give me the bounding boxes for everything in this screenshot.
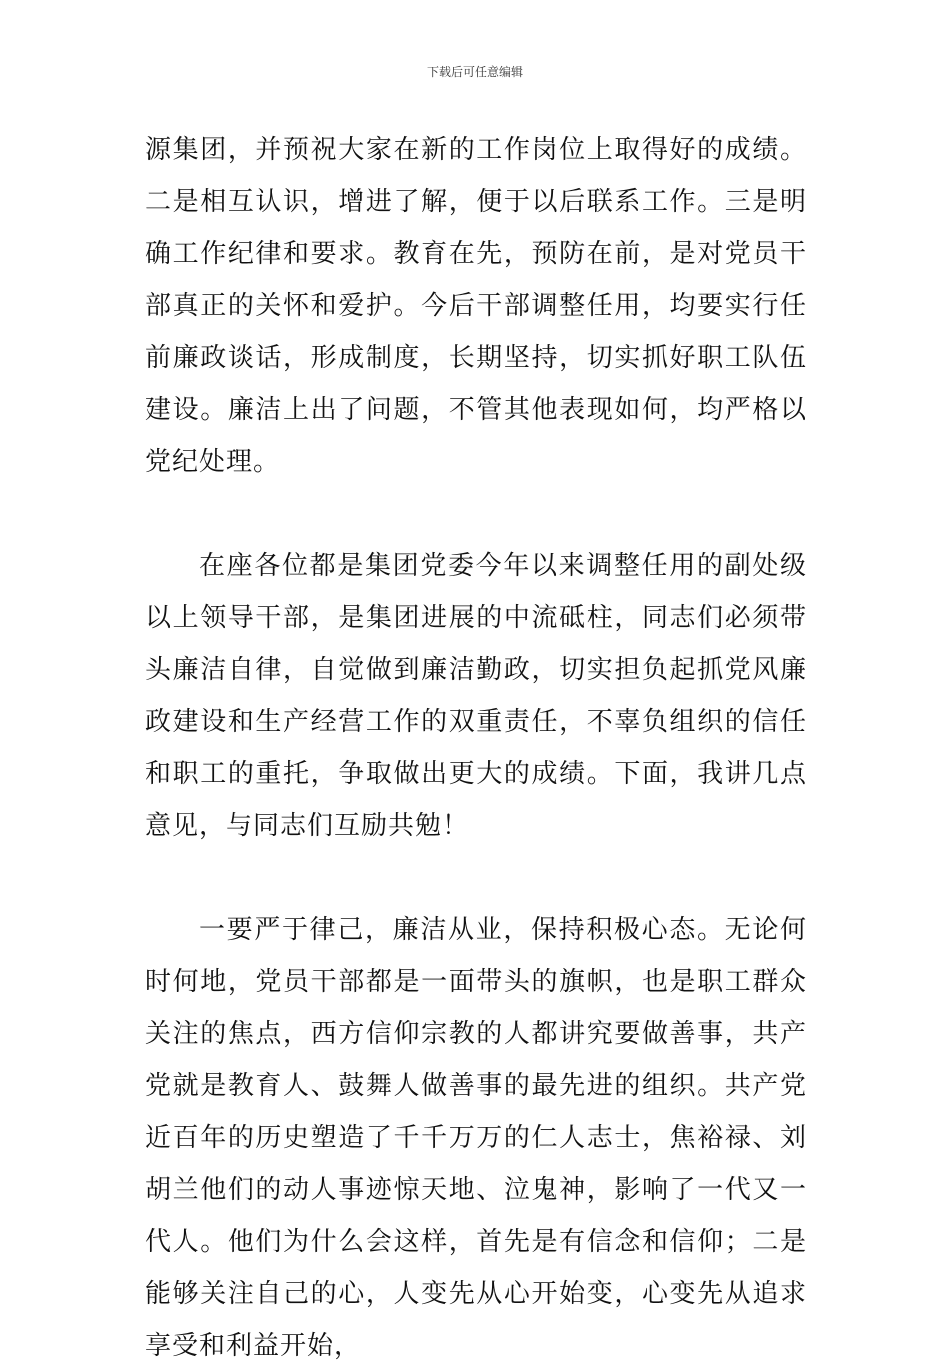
paragraph-gap bbox=[145, 852, 807, 904]
paragraph-continued: 源集团，并预祝大家在新的工作岗位上取得好的成绩。二是相互认识，增进了解，便于以后联系工作。三是明确工作纪律和要求。教育在先，预防在前，是对党员干部真正的关怀和爱护。今后干部调整任用，均要实行任前廉政谈话，形成制度，长期坚持，切实抓好职工队伍建设。廉洁上出了问题，不管其他表现如何，均严格以党纪处理。 bbox=[145, 135, 807, 477]
page-header-note: 下载后可任意编辑 bbox=[426, 65, 523, 79]
paragraph-point-one: 一要严于律己，廉洁从业，保持积极心态。无论何时何地，党员干部都是一面带头的旗帜，也是职工群众关注的焦点，西方信仰宗教的人都讲究要做善事，共产党就是教育人、鼓舞人做善事的最先进的组织。共产党近百年的历史塑造了千千万万的仁人志士，焦裕禄、刘胡兰他们的动人事迹惊天地、泣鬼神，影响了一代又一代人。他们为什么会这样，首先是有信念和信仰；二是能够关注自己的心，人变先从心开始变，心变先从追求享受和利益开始， bbox=[145, 915, 807, 1361]
paragraph-leaders: 在座各位都是集团党委今年以来调整任用的副处级以上领导干部，是集团进展的中流砥柱，同志们必须带头廉洁自律，自觉做到廉洁勤政，切实担负起抓党风廉政建设和生产经营工作的双重责任，不辜负组织的信任和职工的重托，争取做出更大的成绩。下面，我讲几点意见，与同志们互励共勉！ bbox=[145, 551, 807, 841]
document-body bbox=[145, 124, 807, 1372]
paragraph-gap bbox=[145, 488, 807, 540]
